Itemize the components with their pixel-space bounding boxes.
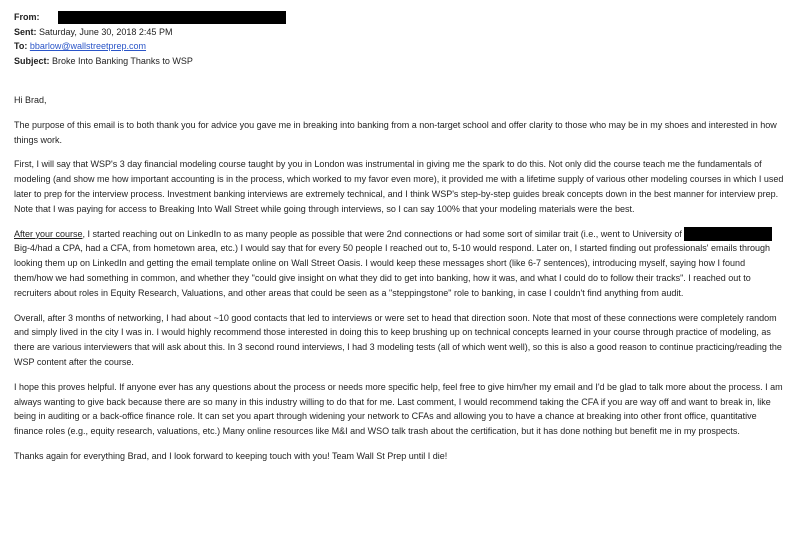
closing-line: Thanks again for everything Brad, and I look forward to keeping touch with you! Team Wall St Prep until I die!	[14, 450, 448, 461]
greeting: Hi Brad,	[14, 95, 47, 105]
paragraph-networking	[14, 227, 784, 301]
sent-row	[14, 25, 774, 40]
paragraph-purpose: The purpose of this email is to both thank you for advice you gave me in breaking into banking from a non-target school and offer clarity to those who may be in my shoes and interested in how things work.	[14, 119, 777, 145]
sent-value: Saturday, June 30, 2018 2:45 PM	[39, 26, 173, 37]
paragraph-networking-part-a: I started reaching out on LinkedIn to as many people as possible that were 2nd connections or had some sort of similar trait (i.e., went to University of	[85, 228, 682, 239]
paragraph-course: First, I will say that WSP's 3 day financial modeling course taught by you in London was instrumental in giving me the spark to do this. Not only did the course teach me the fundamentals of modeling (and show me how important accounting is in the process, which worked to my favor even more), it provided me with a lifetime supply of various other modeling courses in which I used later to prep for the interview process. Investment banking interviews are extremely technical, and I think WSP's step-by-step guides break concepts down in the best manner for interview prep. Note that I was paying for access to Breaking Into Wall Street while going through interviews, so I can say 100% that your modeling materials were the best.	[14, 159, 784, 214]
paragraph-helpful: I hope this proves helpful. If anyone ever has any questions about the process or needs more specific help, feel free to give him/her my email and I'd be glad to talk more about the process. I am always wanting to give back because there are so many in this industry willing to do that for me. Last comment, I would recommend taking the CFA if you are way off and want to break in, like being in auditing or a back-office finance role. It can set you apart through widening your network to CFAs and allowing you to have a chance at breaking into other front office, quantitative finance roles (e.g., equity research, valuations, etc.) Many online resources like M&I and WSO talk trash about the certification, but it has done nothing but benefit me in my prospects.	[14, 381, 783, 437]
to-email-link[interactable]: bbarlow@wallstreetprep.com	[29, 41, 147, 51]
redacted-sender	[58, 11, 286, 24]
from-row	[14, 10, 774, 25]
paragraph-overall: Overall, after 3 months of networking, I had about ~10 good contacts that led to interviews or were set to head that direction soon. Note that most of these connections were completely random and simply lived in the city I was in. I would highly recommend those interested in doing this to keep brushing up on technical concepts learned in your course through practice of modeling, as there are various interviewers that will ask about this. In 3 second round interviews, I had 3 modeling tests (all of which went well), so this is also a good reason to continue practicing/reading the WSP content after the course.	[14, 312, 782, 367]
paragraph-networking-part-b: Big-4/had a CPA, had a CFA, from hometown area, etc.) I would say that for every 50 people I reached out to, 5-10 would respond. Later on, I started finding out professionals' emails through looking them up on LinkedIn and getting the email template online on Wall Street Oasis. I would keep these messages short (like 6-7 sentences), introducing myself, saying how I found them/how we had something in common, and whether they "could give insight on what they did to get into banking, how it was, and what I could do to follow their tracks". I reached out to recruiters about roles in Equity Research, Valuations, and other areas that could be seen as a "steppingstone" role to banking, in case I couldn't find anything from audit.	[14, 243, 770, 298]
from-label: From:	[14, 12, 40, 22]
subject-row	[14, 54, 774, 69]
email-header	[14, 10, 774, 68]
sent-label: Sent:	[14, 26, 37, 37]
to-row	[14, 39, 774, 54]
subject-value: Broke Into Banking Thanks to WSP	[52, 55, 193, 66]
email-body	[14, 93, 784, 464]
subject-label: Subject:	[14, 55, 50, 66]
redacted-university	[684, 227, 772, 241]
paragraph-networking-start: After your course,	[14, 228, 86, 239]
to-label: To:	[14, 41, 28, 51]
